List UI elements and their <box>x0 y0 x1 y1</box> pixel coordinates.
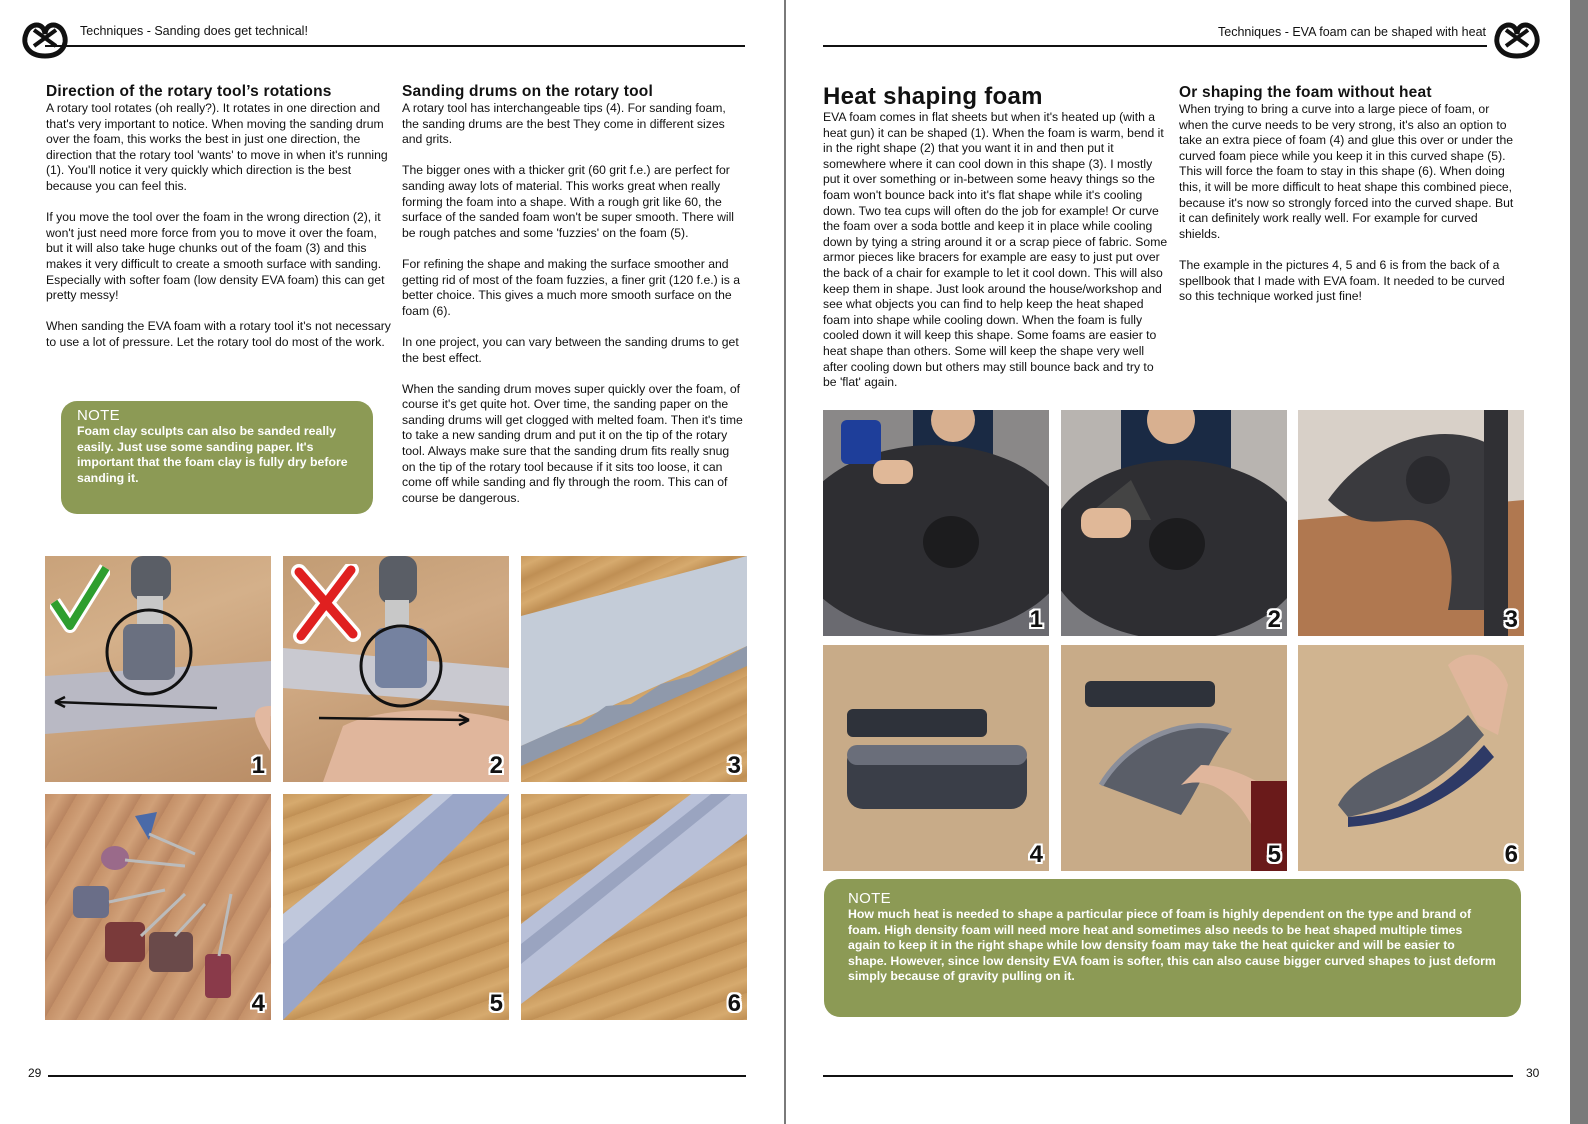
photo-3 <box>1298 410 1524 636</box>
paragraph: The bigger ones with a thicker grit (60 grit f.e.) are perfect for sanding away lots of material. This works great when really forming the foam into a shape. With a rough grit like 60, the surface of the sanded foam won't be super smooth. There will be rough patches and some 'fuzzies' on the foam (5). <box>402 163 735 240</box>
paragraph: For refining the shape and making the surface smoother and getting rid of most of the foam fuzzies, a finer grit (120 f.e.) is a better choice. This gives a much more smooth surface on the foam (6). <box>402 256 741 318</box>
pretzel-logo-icon <box>20 16 70 60</box>
pretzel-logo-icon <box>1492 16 1542 60</box>
paragraph: When the sanding drum moves super quickly over the foam, of course it's get quite hot. Over time, the sanding paper on the sanding drums will get clogged with melted foam. Then it's time to take a new sanding drum and put it on the tip of the rotary tool. Always make sure that the sanding drum fits really snug on the tip of the rotary tool because if it sits too loose, it can come off while sanding and fly through the room. This can of course be dangerous. <box>402 381 743 505</box>
photo-number: 1 <box>1029 606 1043 633</box>
paragraph: The example in the pictures 4, 5 and 6 is from the back of a spellbook that I made with EVA foam. It needed to be curved so this technique worked just fine! <box>1179 257 1505 304</box>
checkmark-icon <box>50 564 110 634</box>
photo-1 <box>823 410 1049 636</box>
photo-4-illustration <box>45 794 271 1020</box>
photo-number: 5 <box>489 990 503 1017</box>
photo-number: 6 <box>1504 841 1518 868</box>
photo-6-illustration <box>521 794 747 1020</box>
header-rule <box>823 45 1487 47</box>
paragraph: When trying to bring a curve into a large piece of foam, or when the curve needs to be very strong, it's also an option to take an extra piece of foam (4) and glue this over or under the curved foam piece while you keep it in this curved shape (5). This will force the foam to stay in this shape (6). When doing this, it will be more difficult to heat shape this combined piece, because it's now so strongly forced into the curved shape. But it can definitely work really well. For example for curved shields. <box>1179 102 1514 241</box>
photo-number: 6 <box>727 990 741 1017</box>
section-title: Direction of the rotary tool’s rotations <box>46 83 332 100</box>
photo-number: 1 <box>251 752 265 779</box>
photo-number: 4 <box>1029 841 1043 868</box>
cross-icon <box>291 564 361 644</box>
left-column-1 <box>46 83 391 366</box>
note-title: NOTE <box>77 407 120 424</box>
photo-4 <box>823 645 1049 871</box>
right-page <box>786 0 1570 1124</box>
photo-6-illustration <box>1298 645 1524 871</box>
photo-2-illustration <box>1061 410 1287 636</box>
paragraph: If you move the tool over the foam in the wrong direction (2), it won't just need more force from you to move it over the foam, but it will also take huge chunks out of the foam (3) and this makes it very difficult to create a smooth surface with sanding. Especially with softer foam (low density EVA foam) this can get pretty messy! <box>46 210 385 303</box>
photo-number: 4 <box>251 990 265 1017</box>
footer-rule <box>48 1075 746 1077</box>
page-number: 30 <box>1526 1066 1540 1080</box>
photo-2 <box>283 556 509 782</box>
photo-number: 3 <box>727 752 741 779</box>
photo-3 <box>521 556 747 782</box>
photo-5 <box>1061 645 1287 871</box>
photo-number: 3 <box>1504 606 1518 633</box>
note-title: NOTE <box>848 890 891 907</box>
photo-1 <box>45 556 271 782</box>
photo-6 <box>521 794 747 1020</box>
paragraph: In one project, you can vary between the sanding drums to get the best effect. <box>402 334 739 365</box>
paragraph: EVA foam comes in flat sheets but when it's heated up (with a heat gun) it can be shaped (1). When the foam is warm, bend it in the right shape (2) that you want it in and then put it somewhere where it can cool down in this shape (3). I mostly put it over something or in-between some heavy things so the foam won't bounce back into it's flat shape while it's cooling down. Two tea cups will often do the job for example! Or curve the foam over a soda bottle and keep it in place while cooling down by tying a string around it or a scrap piece of fabric. Some armor pieces like bracers for example are easy to just put over the back of a chair for example to let it cool down. This will also keep them in shape. Just look around the house/workshop and see what objects you can find to help keep the heat shaped foam into shape while cooling down. When the foam is fully cooled down it will keep this shape. Some foams are easier to heat shape than others. Some will keep the shape very well after cooling down but others may still bounce back and try to be 'flat' again. <box>823 110 1168 390</box>
photo-number: 2 <box>1267 606 1281 633</box>
section-title: Or shaping the foam without heat <box>1179 84 1432 101</box>
photo-3-illustration <box>521 556 747 782</box>
note-box <box>824 879 1521 1017</box>
right-column-2 <box>1179 84 1519 320</box>
note-body: Foam clay sculpts can also be sanded really easily. Just use some sanding paper. It's important that the foam clay is fully dry before sanding it. <box>77 424 348 485</box>
photo-5-illustration <box>283 794 509 1020</box>
left-column-2 <box>402 83 745 522</box>
page-header-title: Techniques - Sanding does get technical! <box>80 24 308 38</box>
right-column-1 <box>823 84 1168 406</box>
photo-2 <box>1061 410 1287 636</box>
photo-1-illustration <box>823 410 1049 636</box>
section-title: Sanding drums on the rotary tool <box>402 83 653 100</box>
photo-6 <box>1298 645 1524 871</box>
left-page <box>0 0 784 1124</box>
paragraph: A rotary tool rotates (oh really?). It rotates in one direction and that's very important to notice. When moving the sanding drum over the foam, this works the best in just one direction, the direction that the rotary tool 'wants' to move in when it's running (1). You'll notice it very quickly which direction is the best because you can feel this. <box>46 101 388 193</box>
header-rule <box>45 45 745 47</box>
photo-5-illustration <box>1061 645 1287 871</box>
page-number: 29 <box>28 1066 42 1080</box>
paragraph: A rotary tool has interchangeable tips (4). For sanding foam, the sanding drums are the best They come in different sizes and grits. <box>402 101 726 147</box>
photo-4-illustration <box>823 645 1049 871</box>
paragraph: When sanding the EVA foam with a rotary tool it's not necessary to use a lot of pressure. Let the rotary tool do most of the work. <box>46 319 391 349</box>
photo-number: 5 <box>1267 841 1281 868</box>
photo-4 <box>45 794 271 1020</box>
photo-number: 2 <box>489 752 503 779</box>
note-body: How much heat is needed to shape a particular piece of foam is highly dependent on the type and brand of foam. High density foam will need more heat and sometimes also needs to be heat shaped multiple times again to keep it in the right shape while low density foam may take the heat quicker and will be easier to shape. However, since low density EVA foam is softer, this can also cause bigger curved shapes to just deform simply because of gravity pulling on it. <box>848 907 1496 984</box>
footer-rule <box>823 1075 1513 1077</box>
note-box <box>61 401 373 514</box>
photo-3-illustration <box>1298 410 1524 636</box>
page-title: Heat shaping foam <box>823 83 1043 110</box>
photo-5 <box>283 794 509 1020</box>
page-header-title: Techniques - EVA foam can be shaped with heat <box>1218 25 1486 39</box>
